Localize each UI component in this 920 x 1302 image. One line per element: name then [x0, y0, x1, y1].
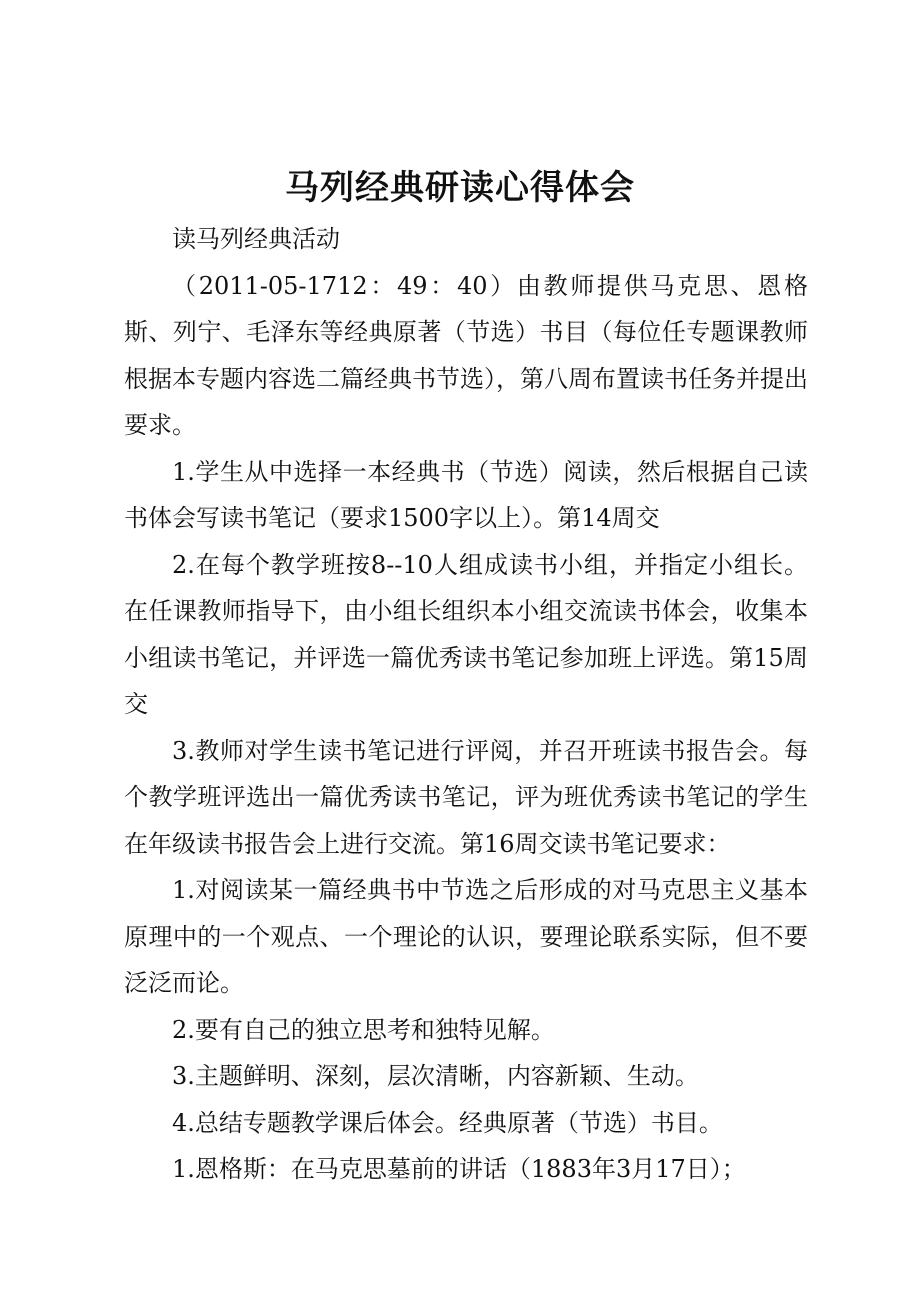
paragraph: 2.要有自己的独立思考和独特见解。 [172, 1015, 555, 1044]
paragraph: 4.总结专题教学课后体会。经典原著（节选）书目。 [172, 1108, 723, 1137]
paragraph: 3.教师对学生读书笔记进行评阅，并召开班读书报告会。每个教学班评选出一篇优秀读书笔记，评为班优秀读书笔记的学生在年级读书报告会上进行交流。第16周交读书笔记要求： [124, 736, 808, 858]
paragraph: （2011-05-1712：49：40）由教师提供马克思、恩格斯、列宁、毛泽东等经典原著（节选）书目（每位任专题课教师根据本专题内容选二篇经典书节选），第八周布置读书任务并提出要求。 [124, 271, 808, 439]
paragraph: 3.主题鲜明、深刻，层次清晰，内容新颖、生动。 [172, 1062, 699, 1090]
paragraph: 1.恩格斯：在马克思墓前的讲话（1883年3月17日）； [172, 1155, 746, 1183]
paragraph: 读马列经典活动 [172, 225, 340, 253]
paragraph: 1.对阅读某一篇经典书中节选之后形成的对马克思主义基本原理中的一个观点、一个理论的认识，要理论联系实际，但不要泛泛而论。 [124, 876, 808, 997]
document-body [124, 216, 808, 1193]
document-title: 马列经典研读心得体会 [285, 168, 635, 208]
paragraph: 2.在每个教学班按8--10人组成读书小组，并指定小组长。在任课教师指导下，由小组长组织本小组交流读书体会，收集本小组读书笔记，并评选一篇优秀读书笔记参加班上评选。第15周交 [124, 550, 808, 718]
paragraph: 1.学生从中选择一本经典书（节选）阅读，然后根据自己读书体会写读书笔记（要求1500字以上）。第14周交 [124, 457, 808, 532]
